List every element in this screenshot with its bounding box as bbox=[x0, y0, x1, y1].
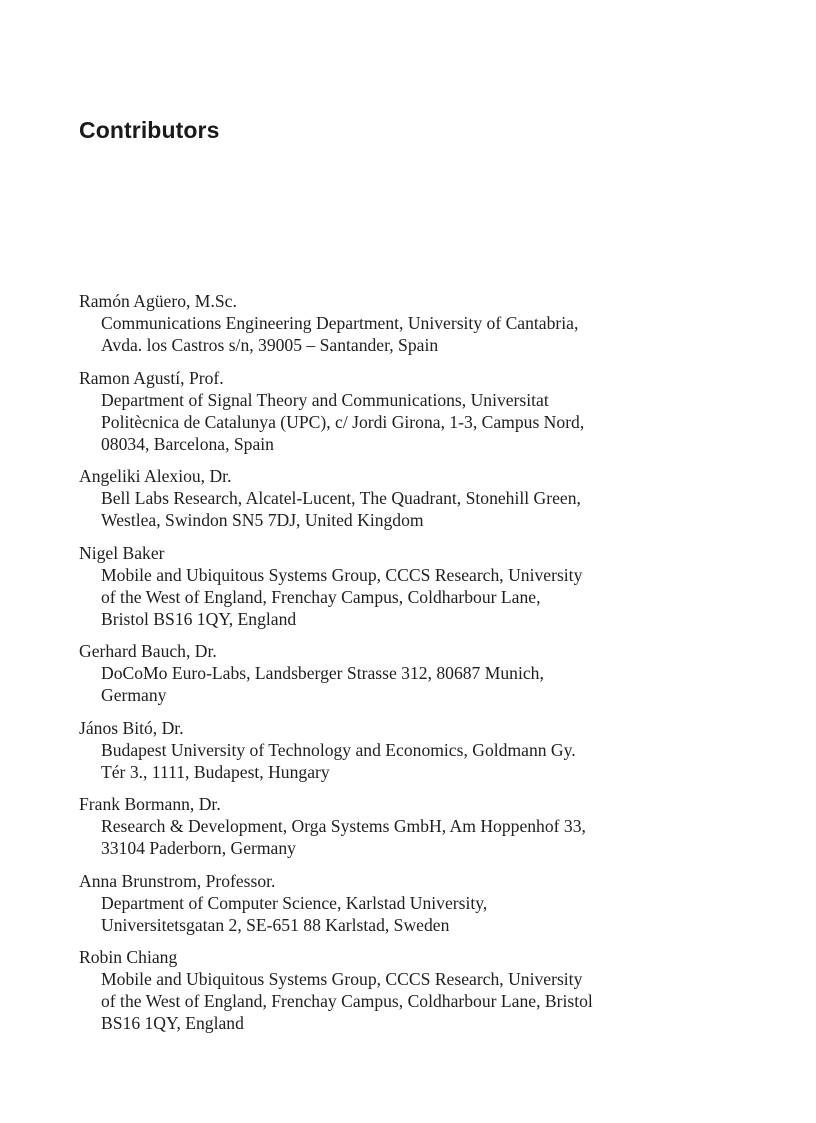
affiliation-line: Universitetsgatan 2, SE-651 88 Karlstad, Sweden bbox=[101, 914, 450, 935]
affiliation-line: of the West of England, Frenchay Campus, Coldharbour Lane, bbox=[101, 586, 541, 607]
affiliation-line: Germany bbox=[101, 685, 167, 705]
affiliation-line: Bell Labs Research, Alcatel-Lucent, The Quadrant, Stonehill Green, bbox=[101, 488, 581, 508]
affiliation-line: of the West of England, Frenchay Campus, Coldharbour Lane, Bristol bbox=[101, 991, 593, 1011]
affiliation-line: Politècnica de Catalunya (UPC), c/ Jordi Girona, 1-3, Campus Nord, bbox=[101, 411, 585, 432]
contributor-affiliation bbox=[79, 487, 739, 531]
contributor-entry bbox=[79, 367, 739, 455]
contributor-affiliation bbox=[79, 892, 739, 936]
contributor-name: Ramón Agüero, M.Sc. bbox=[79, 291, 237, 311]
affiliation-line: Department of Signal Theory and Communications, Universitat bbox=[101, 389, 549, 410]
affiliation-line: Tér 3., 1111, Budapest, Hungary bbox=[101, 761, 330, 782]
affiliation-line: Westlea, Swindon SN5 7DJ, United Kingdom bbox=[101, 510, 424, 530]
contributor-name: Angeliki Alexiou, Dr. bbox=[79, 466, 232, 486]
contributor-entry bbox=[79, 793, 739, 859]
affiliation-line: Avda. los Castros s/n, 39005 – Santander, Spain bbox=[101, 335, 439, 355]
contributor-affiliation bbox=[79, 815, 739, 859]
affiliation-line: 08034, Barcelona, Spain bbox=[101, 433, 274, 454]
contributor-affiliation bbox=[79, 662, 739, 706]
contributor-affiliation bbox=[79, 739, 739, 783]
contributor-entry bbox=[79, 640, 739, 706]
contributor-entry bbox=[79, 946, 739, 1034]
contributor-name: Ramon Agustí, Prof. bbox=[79, 367, 224, 388]
contributor-name: Nigel Baker bbox=[79, 542, 165, 563]
contributor-entry bbox=[79, 717, 739, 783]
contributor-name: Robin Chiang bbox=[79, 947, 178, 967]
contributor-entry bbox=[79, 870, 739, 936]
contributor-list bbox=[79, 290, 739, 1045]
contributor-affiliation bbox=[79, 968, 739, 1034]
contributor-entry bbox=[79, 465, 739, 531]
contributor-name: Anna Brunstrom, Professor. bbox=[79, 870, 276, 891]
contributor-entry bbox=[79, 290, 739, 356]
affiliation-line: Mobile and Ubiquitous Systems Group, CCCS Research, University bbox=[101, 969, 583, 989]
affiliation-line: BS16 1QY, England bbox=[101, 1013, 244, 1033]
affiliation-line: Research & Development, Orga Systems GmbH, Am Hoppenhof 33, bbox=[101, 816, 586, 836]
contributor-affiliation bbox=[79, 312, 739, 356]
affiliation-line: Bristol BS16 1QY, England bbox=[101, 608, 297, 629]
contributor-affiliation bbox=[79, 389, 739, 455]
contributor-name: János Bitó, Dr. bbox=[79, 717, 184, 738]
contributor-name: Gerhard Bauch, Dr. bbox=[79, 641, 217, 661]
contributor-affiliation bbox=[79, 564, 739, 630]
affiliation-line: Mobile and Ubiquitous Systems Group, CCCS Research, University bbox=[101, 564, 583, 585]
contributor-name: Frank Bormann, Dr. bbox=[79, 794, 221, 814]
affiliation-line: Communications Engineering Department, University of Cantabria, bbox=[101, 313, 579, 333]
affiliation-line: DoCoMo Euro-Labs, Landsberger Strasse 312, 80687 Munich, bbox=[101, 663, 544, 683]
contributor-entry bbox=[79, 542, 739, 630]
page-title: Contributors bbox=[79, 117, 220, 143]
affiliation-line: Department of Computer Science, Karlstad University, bbox=[101, 892, 488, 913]
affiliation-line: Budapest University of Technology and Economics, Goldmann Gy. bbox=[101, 739, 576, 760]
affiliation-line: 33104 Paderborn, Germany bbox=[101, 838, 296, 858]
